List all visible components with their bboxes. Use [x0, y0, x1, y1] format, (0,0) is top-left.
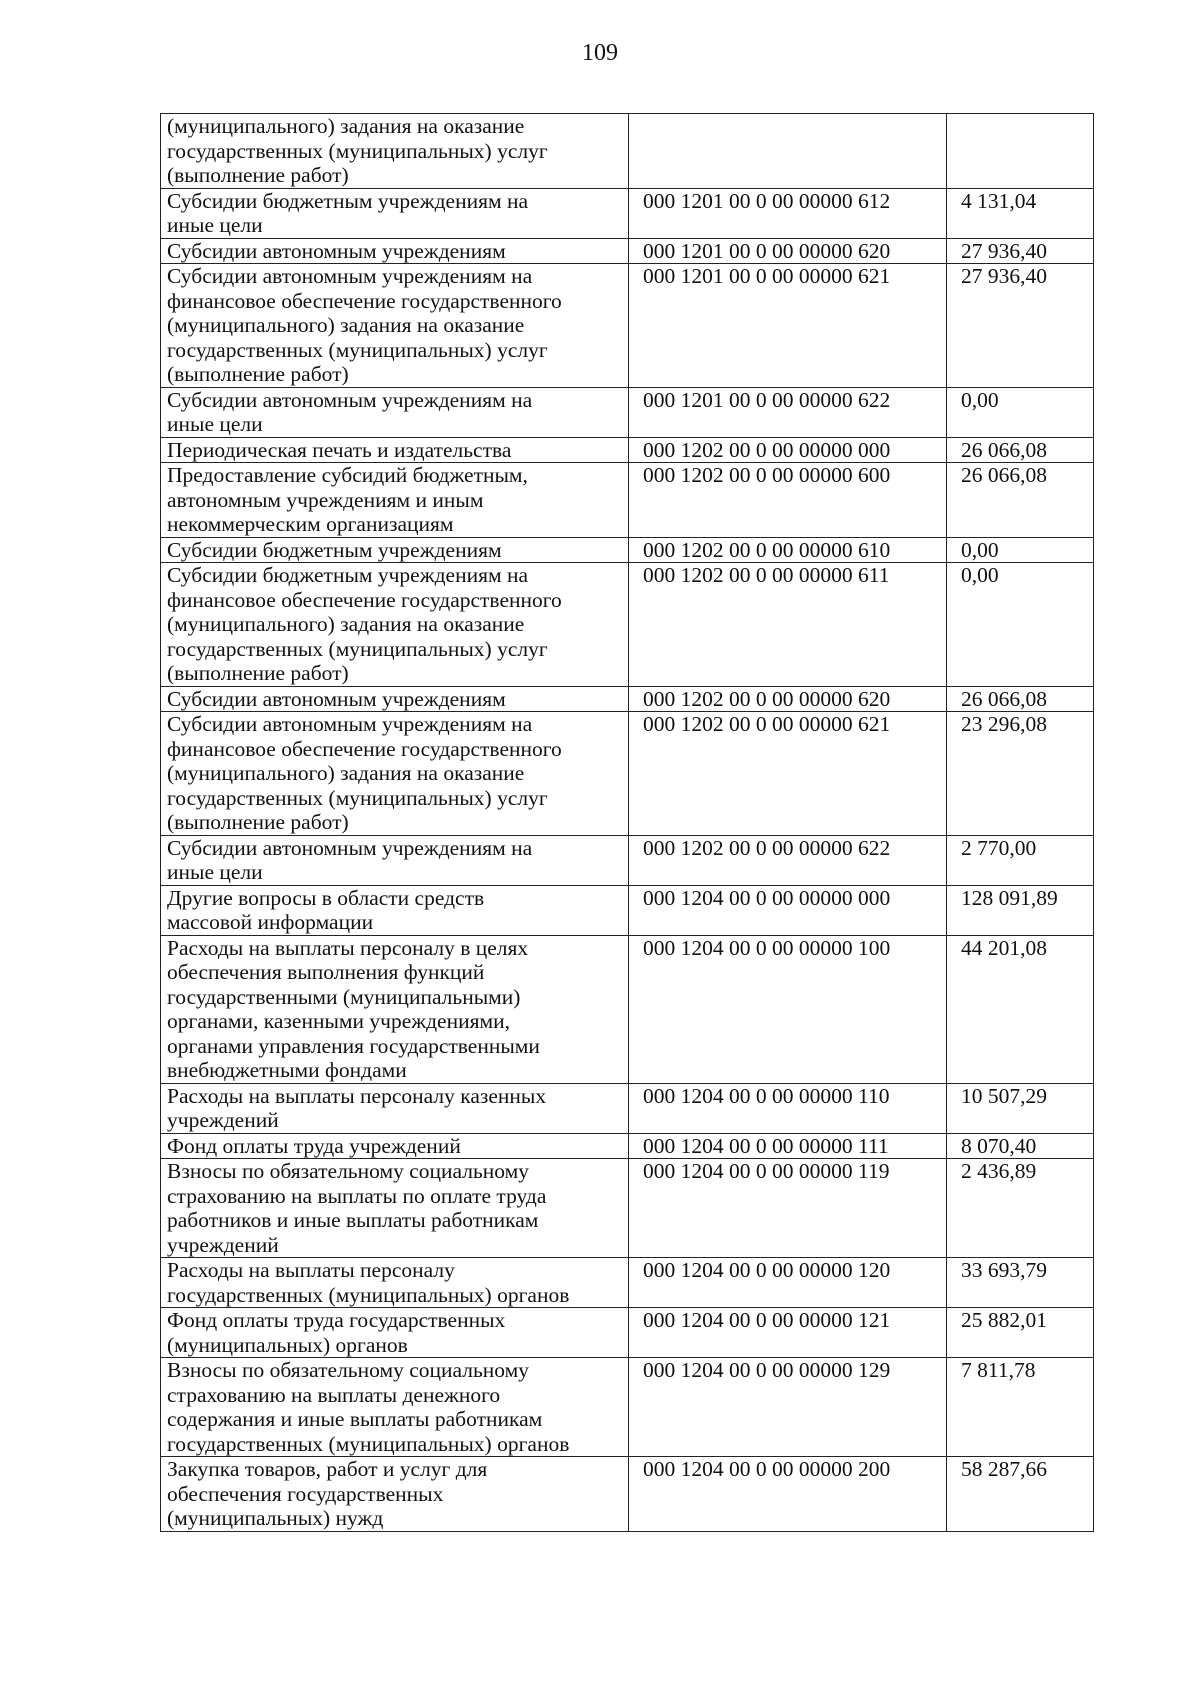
page-number: 109 [582, 40, 618, 66]
row-description: Субсидии автономным учреждениям на иные цели [161, 387, 629, 437]
row-description: Субсидии автономным учреждениям [161, 686, 629, 712]
table-body [161, 114, 1094, 1532]
row-amount: 33 693,79 [947, 1258, 1094, 1308]
row-amount: 27 936,40 [947, 264, 1094, 388]
table-row [161, 885, 1094, 935]
table-row [161, 437, 1094, 463]
row-amount: 4 131,04 [947, 188, 1094, 238]
row-description: Предоставление субсидий бюджетным, автономным учреждениям и иным некоммерческим организациям [161, 463, 629, 538]
table-row [161, 387, 1094, 437]
row-budget-code: 000 1202 00 0 00 00000 611 [629, 563, 947, 687]
row-amount: 10 507,29 [947, 1083, 1094, 1133]
row-budget-code: 000 1204 00 0 00 00000 110 [629, 1083, 947, 1133]
row-description: Расходы на выплаты персоналу государственных (муниципальных) органов [161, 1258, 629, 1308]
row-description: Другие вопросы в области средств массовой информации [161, 885, 629, 935]
row-amount: 8 070,40 [947, 1133, 1094, 1159]
row-description: Субсидии бюджетным учреждениям [161, 537, 629, 563]
row-amount: 2 436,89 [947, 1159, 1094, 1258]
row-description: Субсидии бюджетным учреждениям на финансовое обеспечение государственного (муниципального) задания на оказание государственных (муниципальных) услуг (выполнение работ) [161, 563, 629, 687]
table-row [161, 114, 1094, 189]
row-budget-code: 000 1204 00 0 00 00000 129 [629, 1358, 947, 1457]
row-amount: 58 287,66 [947, 1457, 1094, 1532]
table-row [161, 686, 1094, 712]
row-amount: 0,00 [947, 387, 1094, 437]
row-amount: 7 811,78 [947, 1358, 1094, 1457]
table-row [161, 1159, 1094, 1258]
row-amount: 23 296,08 [947, 712, 1094, 836]
table-row [161, 1258, 1094, 1308]
row-budget-code: 000 1202 00 0 00 00000 620 [629, 686, 947, 712]
row-amount: 26 066,08 [947, 686, 1094, 712]
row-amount: 0,00 [947, 563, 1094, 687]
table-row [161, 537, 1094, 563]
row-budget-code: 000 1204 00 0 00 00000 121 [629, 1308, 947, 1358]
row-amount: 2 770,00 [947, 835, 1094, 885]
row-description: (муниципального) задания на оказание государственных (муниципальных) услуг (выполнение работ) [161, 114, 629, 189]
table-row [161, 188, 1094, 238]
row-description: Фонд оплаты труда государственных (муниципальных) органов [161, 1308, 629, 1358]
row-amount: 25 882,01 [947, 1308, 1094, 1358]
table-row [161, 835, 1094, 885]
row-budget-code: 000 1201 00 0 00 00000 621 [629, 264, 947, 388]
row-amount: 27 936,40 [947, 238, 1094, 264]
row-budget-code: 000 1202 00 0 00 00000 600 [629, 463, 947, 538]
row-amount: 128 091,89 [947, 885, 1094, 935]
table-row [161, 463, 1094, 538]
row-description: Субсидии автономным учреждениям [161, 238, 629, 264]
row-budget-code: 000 1204 00 0 00 00000 000 [629, 885, 947, 935]
table-row [161, 712, 1094, 836]
row-budget-code: 000 1204 00 0 00 00000 200 [629, 1457, 947, 1532]
row-description: Субсидии автономным учреждениям на финансовое обеспечение государственного (муниципального) задания на оказание государственных (муниципальных) услуг (выполнение работ) [161, 264, 629, 388]
table-row [161, 1308, 1094, 1358]
row-amount: 26 066,08 [947, 463, 1094, 538]
row-budget-code: 000 1202 00 0 00 00000 621 [629, 712, 947, 836]
row-budget-code: 000 1204 00 0 00 00000 120 [629, 1258, 947, 1308]
row-description: Фонд оплаты труда учреждений [161, 1133, 629, 1159]
table-row [161, 1457, 1094, 1532]
row-amount [947, 114, 1094, 189]
row-budget-code: 000 1202 00 0 00 00000 622 [629, 835, 947, 885]
table-row [161, 935, 1094, 1083]
row-description: Взносы по обязательному социальному страхованию на выплаты по оплате труда работников и иные выплаты работникам учреждений [161, 1159, 629, 1258]
row-budget-code: 000 1204 00 0 00 00000 111 [629, 1133, 947, 1159]
row-budget-code: 000 1204 00 0 00 00000 100 [629, 935, 947, 1083]
row-budget-code: 000 1201 00 0 00 00000 612 [629, 188, 947, 238]
row-amount: 44 201,08 [947, 935, 1094, 1083]
row-budget-code: 000 1201 00 0 00 00000 622 [629, 387, 947, 437]
table-row [161, 1358, 1094, 1457]
row-amount: 0,00 [947, 537, 1094, 563]
row-amount: 26 066,08 [947, 437, 1094, 463]
table-row [161, 563, 1094, 687]
row-description: Периодическая печать и издательства [161, 437, 629, 463]
row-budget-code: 000 1202 00 0 00 00000 000 [629, 437, 947, 463]
table-row [161, 1133, 1094, 1159]
budget-table [160, 113, 1094, 1532]
row-budget-code: 000 1204 00 0 00 00000 119 [629, 1159, 947, 1258]
table-row [161, 264, 1094, 388]
row-description: Взносы по обязательному социальному страхованию на выплаты денежного содержания и иные выплаты работникам государственных (муниципальных) органов [161, 1358, 629, 1457]
row-description: Субсидии бюджетным учреждениям на иные цели [161, 188, 629, 238]
row-description: Расходы на выплаты персоналу казенных учреждений [161, 1083, 629, 1133]
table-row [161, 238, 1094, 264]
row-budget-code: 000 1201 00 0 00 00000 620 [629, 238, 947, 264]
row-description: Субсидии автономным учреждениям на финансовое обеспечение государственного (муниципального) задания на оказание государственных (муниципальных) услуг (выполнение работ) [161, 712, 629, 836]
row-description: Субсидии автономным учреждениям на иные цели [161, 835, 629, 885]
table-row [161, 1083, 1094, 1133]
row-description: Закупка товаров, работ и услуг для обеспечения государственных (муниципальных) нужд [161, 1457, 629, 1532]
row-budget-code: 000 1202 00 0 00 00000 610 [629, 537, 947, 563]
row-budget-code [629, 114, 947, 189]
row-description: Расходы на выплаты персоналу в целях обеспечения выполнения функций государственными (муниципальными) органами, казенными учреждениями, органами управления государственными внебюджетными фондами [161, 935, 629, 1083]
